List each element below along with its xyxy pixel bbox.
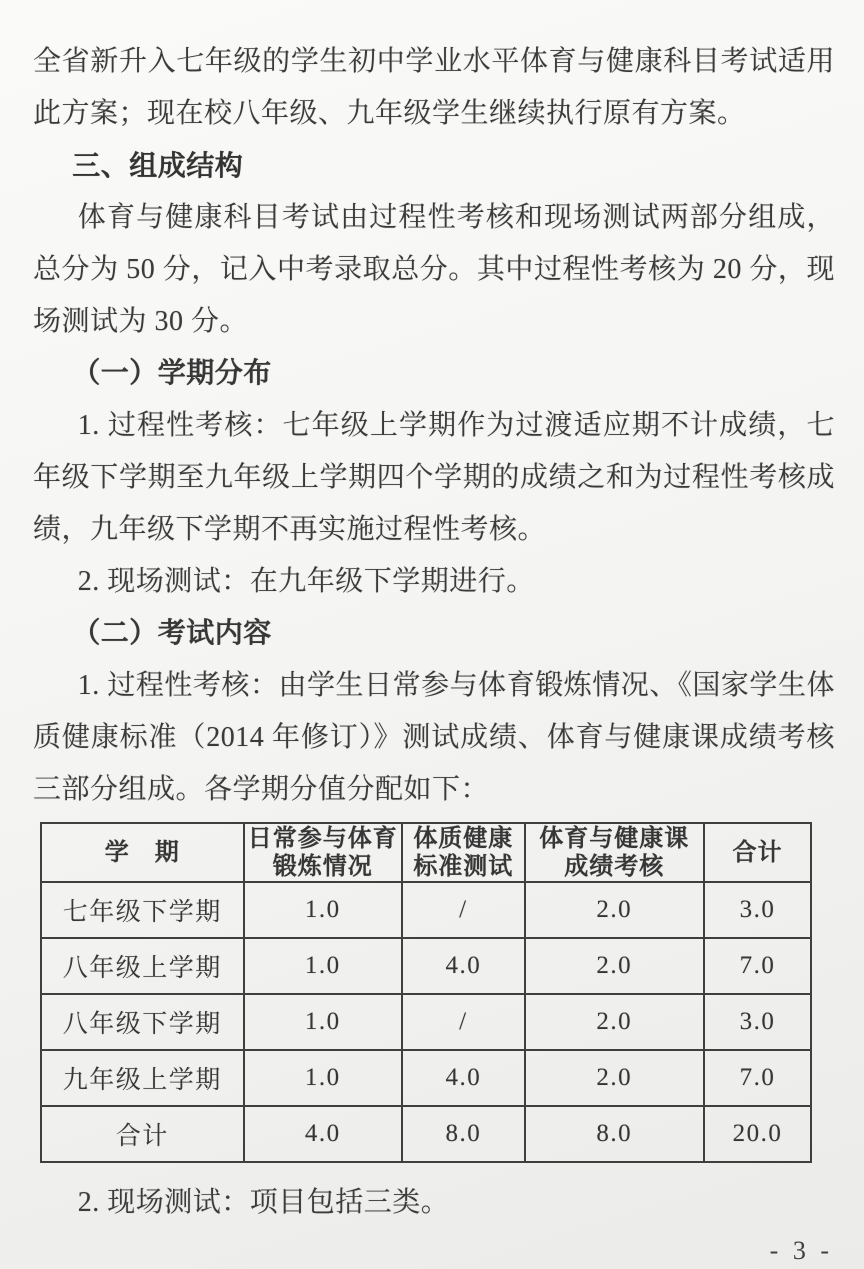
para-process-assessment-schedule: 1. 过程性考核：七年级上学期作为过渡适应期不计成绩，七年级下学期至九年级上学期四个学期的成绩之和为过程性考核成绩，九年级下学期不再实施过程性考核。 xyxy=(33,410,835,545)
table-cell-total: 3.0 xyxy=(704,994,811,1050)
table-cell: / xyxy=(402,882,524,938)
table-cell: 4.0 xyxy=(402,1050,524,1106)
table-header-row xyxy=(41,823,811,882)
table-row xyxy=(41,882,811,938)
score-allocation-table xyxy=(40,822,812,1163)
table-cell: 8.0 xyxy=(525,1106,704,1162)
col-header-total: 合计 xyxy=(704,823,811,882)
col-header-daily-exercise: 日常参与体育 锻炼情况 xyxy=(244,823,403,882)
para-field-test-items: 2. 现场测试：项目包括三类。 xyxy=(77,1187,450,1218)
heading-exam-content: （二）考试内容 xyxy=(72,618,272,649)
para-process-assessment-content: 1. 过程性考核：由学生日常参与体育锻炼情况、《国家学生体质健康标准（2014 年修订）》测试成绩、体育与健康课成绩考核三部分组成。各学期分值分配如下： xyxy=(33,670,835,805)
table-cell-total: 7.0 xyxy=(704,1050,811,1106)
para-composition-overview: 体育与健康科目考试由过程性考核和现场测试两部分组成，总分为 50 分，记入中考录取总分。其中过程性考核为 20 分，现场测试为 30 分。 xyxy=(33,202,835,337)
table-cell-total: 20.0 xyxy=(704,1106,811,1162)
col-header-fitness-standard-test: 体质健康 标准测试 xyxy=(402,823,524,882)
table-cell: 1.0 xyxy=(244,994,403,1050)
table-row xyxy=(41,1050,811,1106)
table-cell: 1.0 xyxy=(244,882,403,938)
table-cell: / xyxy=(402,994,524,1050)
table-cell: 4.0 xyxy=(402,938,524,994)
heading-semester-distribution: （一）学期分布 xyxy=(72,358,272,389)
table-cell-semester: 九年级上学期 xyxy=(41,1050,244,1106)
heading-composition-structure: 三、组成结构 xyxy=(72,150,244,181)
table-cell: 2.0 xyxy=(525,882,704,938)
table-cell-total: 3.0 xyxy=(704,882,811,938)
table-cell-semester: 七年级下学期 xyxy=(41,882,244,938)
table-cell-semester: 八年级下学期 xyxy=(41,994,244,1050)
table-cell: 1.0 xyxy=(244,1050,403,1106)
col-header-pe-course-score: 体育与健康课 成绩考核 xyxy=(525,823,704,882)
table-cell: 4.0 xyxy=(244,1106,403,1162)
page-number: - 3 - xyxy=(769,1236,833,1265)
table-row xyxy=(41,994,811,1050)
col-header-semester: 学 期 xyxy=(41,823,244,882)
table-cell: 2.0 xyxy=(525,938,704,994)
table-cell-semester: 八年级上学期 xyxy=(41,938,244,994)
table-cell-total: 7.0 xyxy=(704,938,811,994)
table-cell: 1.0 xyxy=(244,938,403,994)
para-field-test-schedule: 2. 现场测试：在九年级下学期进行。 xyxy=(77,566,535,597)
table-cell: 2.0 xyxy=(525,1050,704,1106)
table-row xyxy=(41,938,811,994)
table-row-total xyxy=(41,1106,811,1162)
table-cell: 2.0 xyxy=(525,994,704,1050)
table-cell-semester: 合计 xyxy=(41,1106,244,1162)
para-continuation: 全省新升入七年级的学生初中学业水平体育与健康科目考试适用此方案；现在校八年级、九年级学生继续执行原有方案。 xyxy=(33,46,835,129)
table-cell: 8.0 xyxy=(402,1106,524,1162)
